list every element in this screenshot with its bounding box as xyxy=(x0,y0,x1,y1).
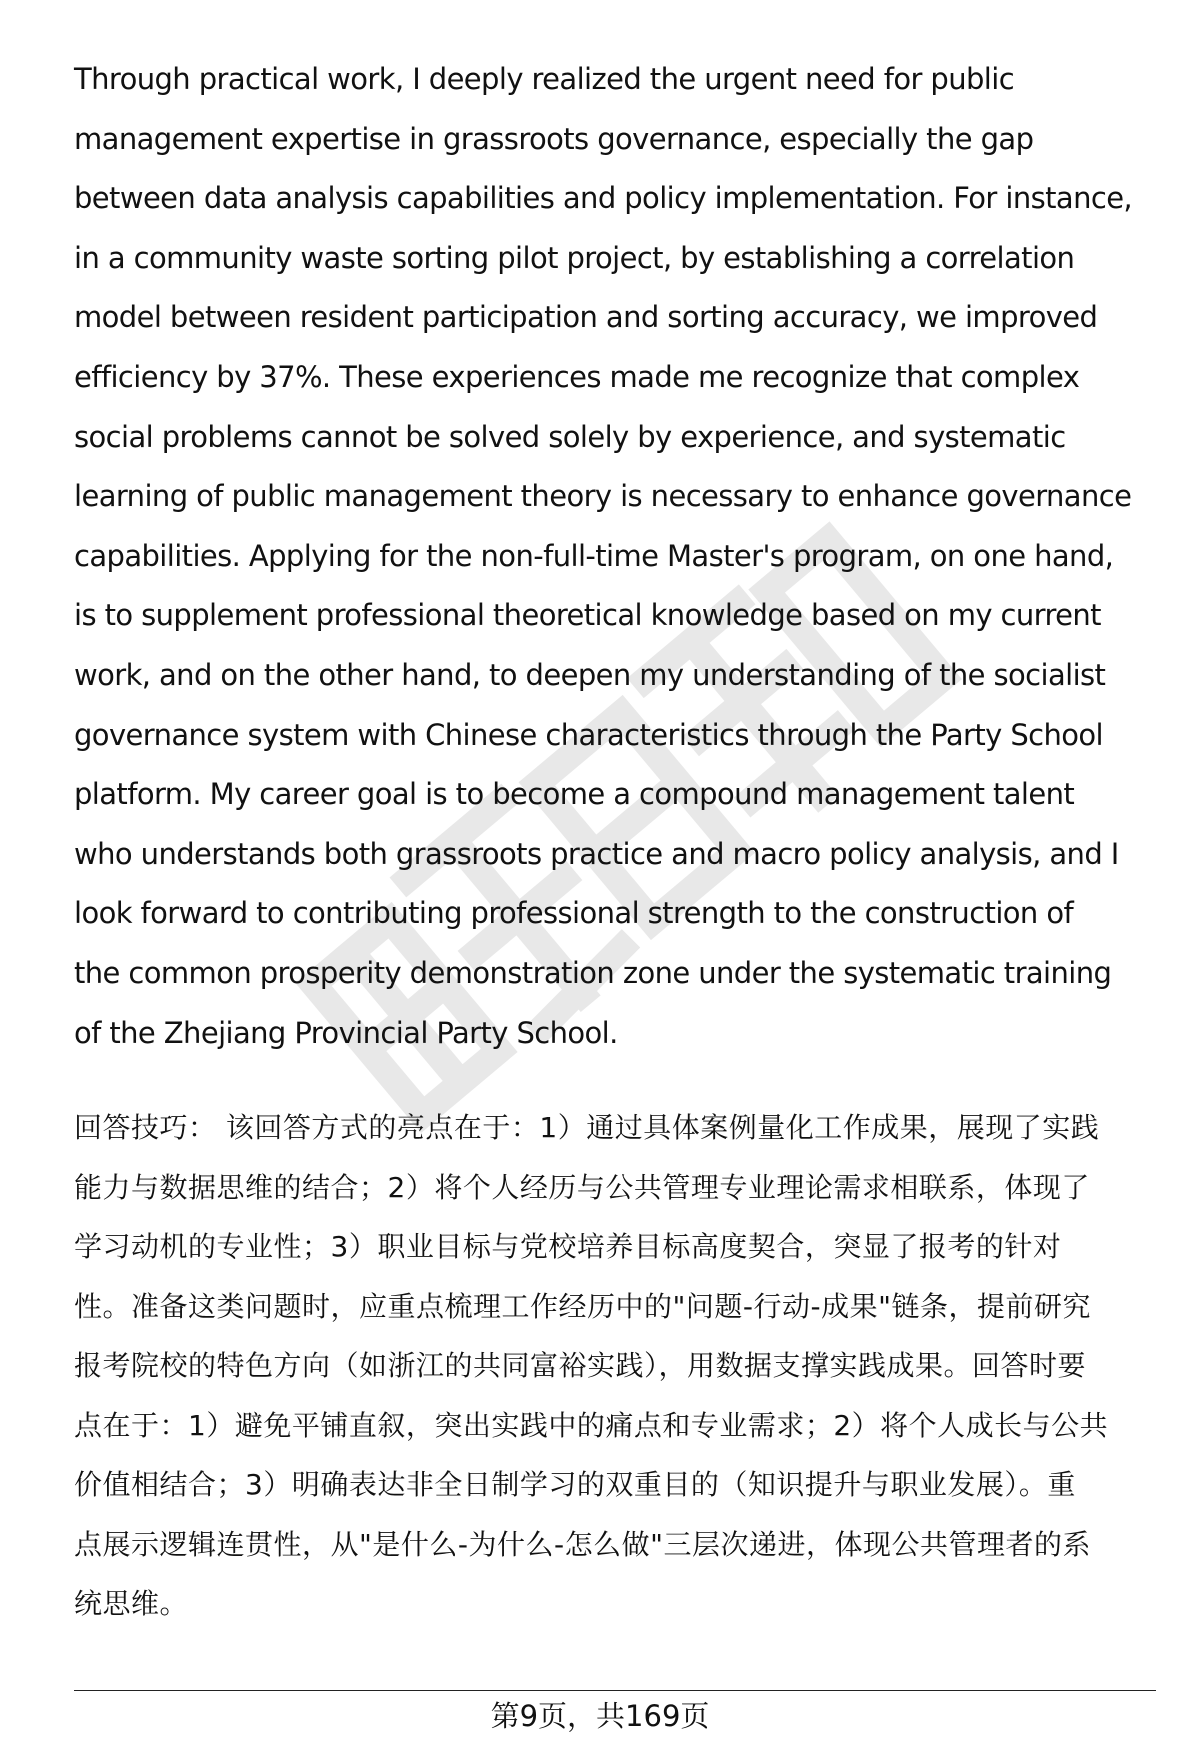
paragraph-line: in a community waste sorting pilot project, by establishing a correlation xyxy=(74,240,1075,275)
paragraph-line: between data analysis capabilities and policy implementation. For instance, xyxy=(74,181,1133,216)
footer-divider xyxy=(74,1690,1156,1691)
paragraph-line: capabilities. Applying for the non-full-time Master's program, on one hand, xyxy=(74,538,1114,573)
paragraph-line: efficiency by 37%. These experiences made me recognize that complex xyxy=(74,359,1080,394)
paragraph-line: 报考院校的特色方向（如浙江的共同富裕实践），用数据支撑实践成果。回答时要 xyxy=(74,1349,1087,1382)
paragraph-line: 点展示逻辑连贯性，从"是什么-为什么-怎么做"三层次递进，体现公共管理者的系 xyxy=(74,1527,1091,1561)
page-indicator: 第9页，共169页 xyxy=(490,1699,710,1733)
paragraph-line: learning of public management theory is necessary to enhance governance xyxy=(74,479,1132,514)
english-answer-paragraph xyxy=(74,50,1154,1063)
paragraph-line: the common prosperity demonstration zone under the systematic training xyxy=(74,955,1112,990)
paragraph-line: 点在于：1）避免平铺直叙，突出实践中的痛点和专业需求；2）将个人成长与公共 xyxy=(74,1408,1109,1442)
paragraph-line: model between resident participation and sorting accuracy, we improved xyxy=(74,300,1098,335)
paragraph-line: look forward to contributing professional strength to the construction of xyxy=(74,896,1074,931)
paragraph-line: 价值相结合；3）明确表达非全日制学习的双重目的（知识提升与职业发展）。重 xyxy=(74,1468,1076,1501)
paragraph-line: 能力与数据思维的结合；2）将个人经历与公共管理专业理论需求相联系，体现了 xyxy=(74,1170,1090,1204)
paragraph-line: platform. My career goal is to become a compound management talent xyxy=(74,777,1075,812)
paragraph-line: Through practical work, I deeply realized the urgent need for public xyxy=(74,62,1015,96)
paragraph-line: work, and on the other hand, to deepen my understanding of the socialist xyxy=(74,657,1106,692)
paragraph-line: management expertise in grassroots governance, especially the gap xyxy=(74,121,1034,156)
paragraph-line: social problems cannot be solved solely by experience, and systematic xyxy=(74,419,1066,454)
paragraph-line: who understands both grassroots practice and macro policy analysis, and I xyxy=(74,836,1119,871)
answer-tips-paragraph xyxy=(74,1098,1164,1634)
paragraph-line: of the Zhejiang Provincial Party School. xyxy=(74,1015,618,1050)
paragraph-line: 性。准备这类问题时，应重点梳理工作经历中的"问题-行动-成果"链条，提前研究 xyxy=(74,1289,1091,1323)
paragraph-line: governance system with Chinese characteristics through the Party School xyxy=(74,717,1103,752)
paragraph-line: 统思维。 xyxy=(74,1587,189,1620)
paragraph-line: 回答技巧： 该回答方式的亮点在于：1）通过具体案例量化工作成果，展现了实践 xyxy=(74,1111,1100,1144)
paragraph-line: 学习动机的专业性；3）职业目标与党校培养目标高度契合，突显了报考的针对 xyxy=(74,1230,1062,1263)
paragraph-line: is to supplement professional theoretical knowledge based on my current xyxy=(74,598,1101,633)
